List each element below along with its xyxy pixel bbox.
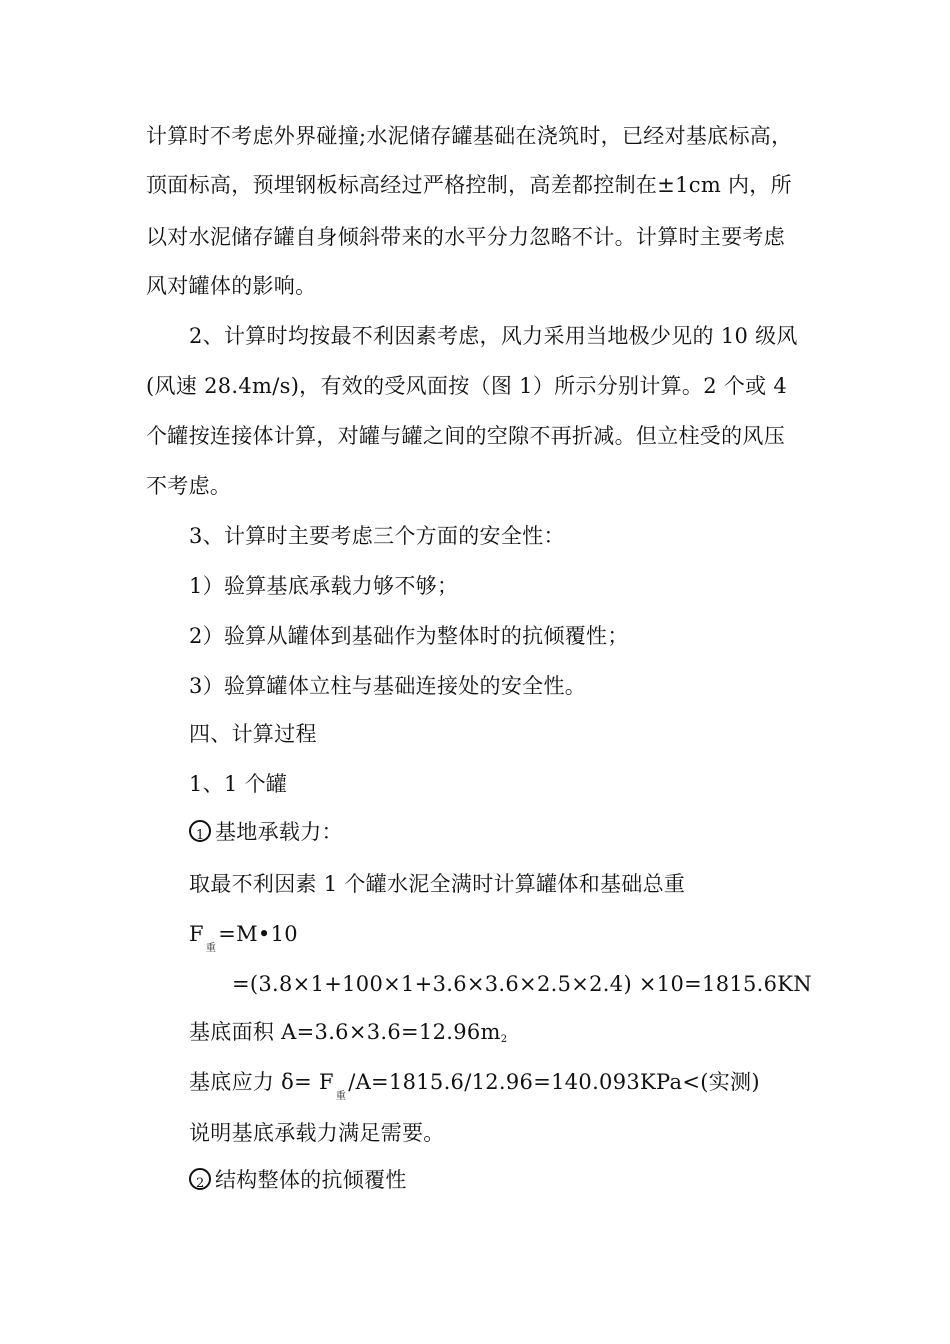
- area-line: 基底面积 A=3.6×3.6=12.96m2: [189, 1020, 508, 1045]
- para2-line3: 个罐按连接体计算，对罐与罐之间的空隙不再折减。但立柱受的风压: [146, 424, 785, 448]
- stress-line: 基底应力 $\delta= F_重/A=1815.6/12.96=140.093KPa<$(实测): [189, 1070, 760, 1102]
- para1-line2: 顶面标高，预埋钢板标高经过严格控制，高差都控制在±1cm 内，所: [146, 173, 792, 197]
- formula-f: $F_重=M•10$: [189, 922, 298, 954]
- para2-line4: 不考虑。: [146, 474, 232, 498]
- subsection-1: 1、1 个罐: [189, 772, 288, 796]
- para2-line1: 2、计算时均按最不利因素考虑，风力采用当地极少见的 10 级风: [189, 324, 798, 348]
- para1-line3: 以对水泥储存罐自身倾斜带来的水平分力忽略不计。计算时主要考虑: [146, 225, 785, 249]
- conclusion-line: 说明基底承载力满足需要。: [189, 1121, 445, 1145]
- para2-line2: (风速 28.4m/s)，有效的受风面按（图 1）所示分别计算。2 个或 4: [146, 374, 788, 398]
- para1-line1: 计算时不考虑外界碰撞;水泥储存罐基础在浇筑时，已经对基底标高，: [146, 124, 793, 148]
- circled-heading-2-text: 结构整体的抗倾覆性: [215, 1168, 407, 1192]
- para3-heading: 3、计算时主要考虑三个方面的安全性：: [189, 524, 565, 548]
- circled-heading-1-text: 基地承载力：: [215, 820, 343, 844]
- section-heading-4: 四、计算过程: [189, 722, 317, 746]
- circled-heading-2: [189, 1166, 407, 1194]
- circled-number-2: 2: [189, 1168, 211, 1190]
- check-item-3: 3）验算罐体立柱与基础连接处的安全性。: [189, 674, 587, 698]
- take-line: 取最不利因素 1 个罐水泥全满时计算罐体和基础总重: [189, 872, 686, 896]
- check-item-1: 1）验算基底承载力够不够；: [189, 574, 459, 598]
- circled-heading-1: [189, 818, 343, 846]
- formula-calc: =(3.8×1+100×1+3.6×3.6×2.5×2.4) ×10=1815.6KN: [232, 972, 812, 996]
- para1-line4: 风对罐体的影响。: [146, 274, 317, 298]
- circled-number-1: 1: [189, 820, 211, 842]
- check-item-2: 2）验算从罐体到基础作为整体时的抗倾覆性；: [189, 624, 629, 648]
